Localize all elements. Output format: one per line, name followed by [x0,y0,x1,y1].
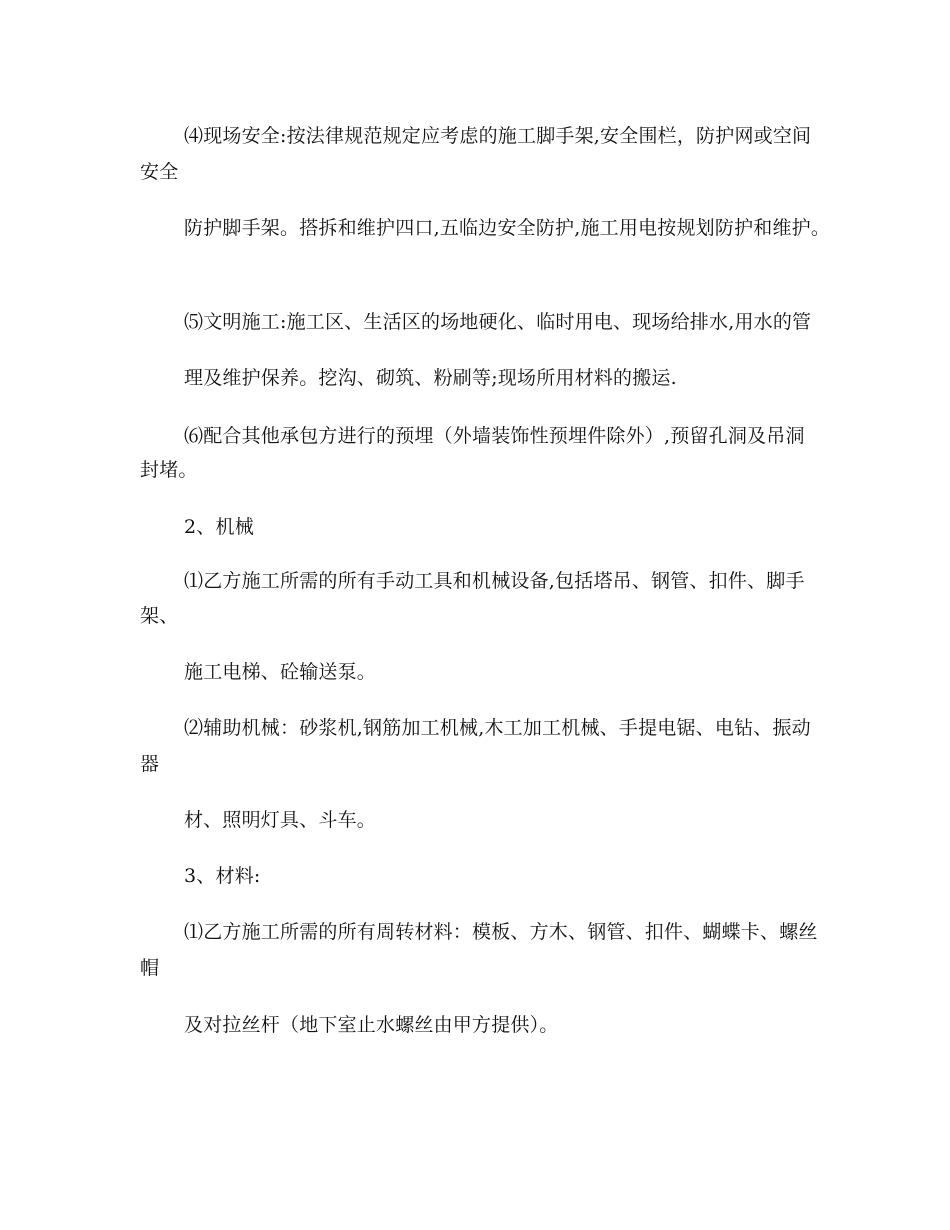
paragraph-materials-1-line-2: 帽 [140,957,160,979]
paragraph-civilized-construction-line-2: 理及维护保养。挖沟、砌筑、粉刷等;现场所用材料的搬运. [184,367,677,389]
paragraph-materials-1-line-1: ⑴乙方施工所需的所有周转材料：模板、方木、钢管、扣件、蝴蝶卡、螺丝 [184,921,818,943]
paragraph-machinery-1-line-3: 施工电梯、砼输送泵。 [184,661,377,683]
paragraph-machinery-2-line-1: ⑵辅助机械：砂浆机,钢筋加工机械,木工加工机械、手提电锯、电钻、振动 [184,717,811,739]
section-heading-machinery: 2、机械 [184,516,254,538]
paragraph-machinery-2-line-3: 材、照明灯具、斗车。 [184,809,377,831]
paragraph-civilized-construction-line-1: ⑸文明施工:施工区、生活区的场地硬化、临时用电、现场给排水,用水的管 [184,311,812,333]
paragraph-materials-1-line-3: 及对拉丝杆（地下室止水螺丝由甲方提供）。 [184,1014,559,1036]
section-heading-materials: 3、材料: [184,865,261,887]
paragraph-machinery-1-line-2: 架、 [140,605,179,627]
paragraph-machinery-2-line-2: 器 [140,753,160,775]
paragraph-site-safety-line-2: 安全 [140,161,179,183]
paragraph-embedding-line-2: 封堵。 [140,459,198,481]
paragraph-machinery-1-line-1: ⑴乙方施工所需的所有手动工具和机械设备,包括塔吊、钢管、扣件、脚手 [184,570,805,592]
paragraph-site-safety-line-3: 防护脚手架。搭拆和维护四口,五临边安全防护,施工用电按规划防护和维护。 [184,217,831,239]
paragraph-site-safety-line-1: ⑷现场安全:按法律规范规定应考虑的施工脚手架,安全围栏，防护网或空间 [184,125,812,147]
paragraph-embedding-line-1: ⑹配合其他承包方进行的预埋（外墙装饰性预埋件除外）,预留孔洞及吊洞 [184,425,805,447]
